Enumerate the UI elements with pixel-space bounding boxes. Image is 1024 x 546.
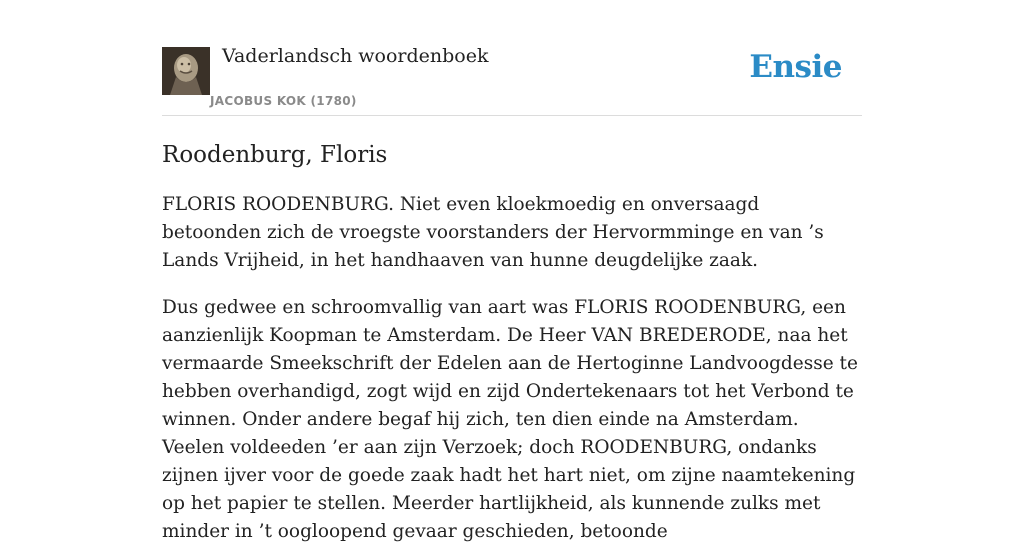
dictionary-author: JACOBUS KOK (1780) [210, 94, 357, 108]
entry-paragraph-1: FLORIS ROODENBURG. Niet even kloekmoedig en onversaagd betoonden zich de vroegste voorstanders der Hervormminge en van ’s Lands Vrijheid, in het handhaaven van hunne deugdelijke zaak. [162, 194, 824, 271]
dictionary-title-link[interactable]: Vaderlandsch woordenboek [222, 45, 489, 67]
portrait-image [162, 47, 210, 95]
entry-paragraph-2: Dus gedwee en schroomvallig van aart was FLORIS ROODENBURG, een aanzienlijk Koopman te Amsterdam. De Heer VAN BREDERODE, naa het vermaarde Smeekschrift der Edelen aan de Hertoginne Landvoogdesse te hebben overhandigd, zogt wijd en zijd Ondertekenaars tot het Verbond te winnen. Onder andere begaf hij zich, ten dien einde na Amsterdam. Veelen voldeeden ’er aan zijn Verzoek; doch ROODENBURG, ondanks zijnen ijver voor de goede zaak hadt het hart niet, om zijne naamtekening op het papier te stellen. Meerder hartlijkheid, als kunnende zulks met minder in ’t oogloopend gevaar geschieden, betoonde [162, 297, 858, 542]
entry-content [162, 140, 862, 546]
author-portrait[interactable] [162, 47, 210, 95]
ensie-logo-link[interactable]: Ensie [749, 49, 842, 85]
dictionary-header [162, 0, 862, 116]
entry-title: Roodenburg, Floris [162, 142, 388, 168]
